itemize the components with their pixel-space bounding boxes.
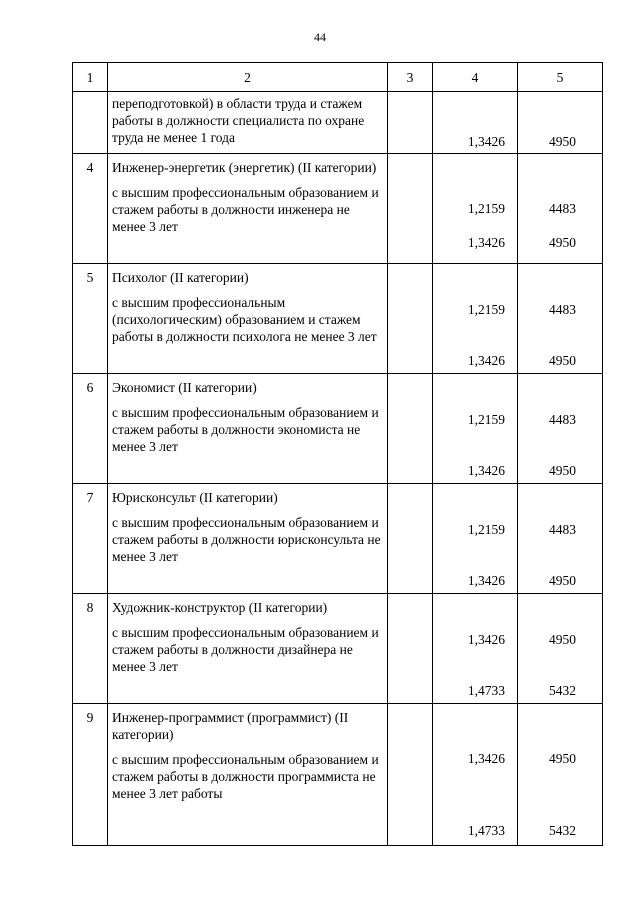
salary-table	[72, 62, 603, 846]
row-number: 5	[73, 264, 108, 374]
position-title: Инженер-программист (программист) (II категории)	[112, 710, 349, 742]
coefficient-value: 1,2159	[467, 522, 505, 537]
position-requirements: с высшим профессиональным образованием и стажем работы в должности юрисконсульта не менее 3 лет	[112, 515, 381, 564]
salary-cell	[518, 484, 603, 594]
row-number: 4	[73, 154, 108, 264]
salary-value: 4950	[549, 573, 576, 588]
coefficient-cell	[433, 594, 518, 704]
row-number: 8	[73, 594, 108, 704]
table-row	[73, 154, 603, 264]
empty-cell	[388, 484, 433, 594]
header-cell: 3	[388, 63, 433, 92]
coefficient-value: 1,3426	[467, 463, 505, 478]
coefficient-value: 1,3426	[467, 751, 505, 766]
header-cell: 4	[433, 63, 518, 92]
position-requirements: с высшим профессиональным образованием и стажем работы в должности инженера не менее 3 лет	[112, 185, 379, 234]
header-cell: 5	[518, 63, 603, 92]
position-requirements: с высшим профессиональным образованием и стажем работы в должности программиста не менее 3 лет работы	[112, 752, 379, 801]
page-number: 44	[314, 30, 326, 44]
coefficient-cell	[433, 92, 518, 154]
position-requirements: с высшим профессиональным образованием и стажем работы в должности экономиста не менее 3 лет	[112, 405, 379, 454]
salary-cell	[518, 594, 603, 704]
header-cell: 2	[108, 63, 388, 92]
coefficient-value: 1,3426	[467, 573, 505, 588]
position-title: Психолог (II категории)	[112, 270, 249, 285]
empty-cell	[388, 594, 433, 704]
empty-cell	[388, 92, 433, 154]
empty-cell	[388, 264, 433, 374]
header-cell: 1	[73, 63, 108, 92]
salary-value: 4483	[549, 201, 576, 216]
coefficient-value: 1,2159	[467, 412, 505, 427]
row-number: 9	[73, 704, 108, 846]
position-requirements: с высшим профессиональным (психологическим) образованием и стажем работы в должности психолога не менее 3 лет	[112, 295, 377, 344]
table-row	[73, 594, 603, 704]
position-title: Экономист (II категории)	[112, 380, 257, 395]
coefficient-value: 1,3426	[467, 632, 505, 647]
salary-value: 4950	[549, 632, 576, 647]
salary-value: 5432	[549, 683, 576, 698]
coefficient-value: 1,3426	[467, 235, 505, 250]
empty-cell	[388, 374, 433, 484]
coefficient-cell	[433, 704, 518, 846]
salary-value: 4950	[549, 751, 576, 766]
salary-value: 4950	[549, 134, 576, 149]
coefficient-value: 1,4733	[467, 823, 505, 838]
position-description	[108, 484, 388, 594]
coefficient-value: 1,3426	[467, 134, 505, 149]
empty-cell	[388, 704, 433, 846]
coefficient-cell	[433, 374, 518, 484]
position-description	[108, 594, 388, 704]
salary-cell	[518, 704, 603, 846]
row-number: 7	[73, 484, 108, 594]
salary-cell	[518, 92, 603, 154]
coefficient-value: 1,2159	[467, 201, 505, 216]
coefficient-value: 1,4733	[467, 683, 505, 698]
salary-cell	[518, 154, 603, 264]
salary-value: 4950	[549, 235, 576, 250]
table-row	[73, 374, 603, 484]
position-requirements: с высшим профессиональным образованием и стажем работы в должности дизайнера не менее 3 лет	[112, 625, 379, 674]
position-description	[108, 704, 388, 846]
salary-value: 4483	[549, 302, 576, 317]
position-description	[108, 264, 388, 374]
position-description	[108, 92, 388, 154]
salary-value: 5432	[549, 823, 576, 838]
salary-cell	[518, 374, 603, 484]
table-header-row	[73, 63, 603, 92]
table-row	[73, 92, 603, 154]
position-title: Художник-конструктор (II категории)	[112, 600, 328, 615]
position-description	[108, 374, 388, 484]
salary-cell	[518, 264, 603, 374]
row-number: 6	[73, 374, 108, 484]
table-row	[73, 704, 603, 846]
coefficient-value: 1,2159	[467, 302, 505, 317]
coefficient-cell	[433, 264, 518, 374]
salary-value: 4483	[549, 412, 576, 427]
salary-value: 4483	[549, 522, 576, 537]
coefficient-value: 1,3426	[467, 353, 505, 368]
table-row	[73, 264, 603, 374]
coefficient-cell	[433, 154, 518, 264]
salary-value: 4950	[549, 463, 576, 478]
salary-value: 4950	[549, 353, 576, 368]
row-number	[73, 92, 108, 154]
table-row	[73, 484, 603, 594]
empty-cell	[388, 154, 433, 264]
coefficient-cell	[433, 484, 518, 594]
position-title: переподготовкой) в области труда и стажем работы в должности специалиста по охране труда не менее 1 года	[112, 96, 365, 145]
position-title: Инженер-энергетик (энергетик) (II категории)	[112, 160, 377, 175]
position-title: Юрисконсульт (II категории)	[112, 490, 278, 505]
position-description	[108, 154, 388, 264]
